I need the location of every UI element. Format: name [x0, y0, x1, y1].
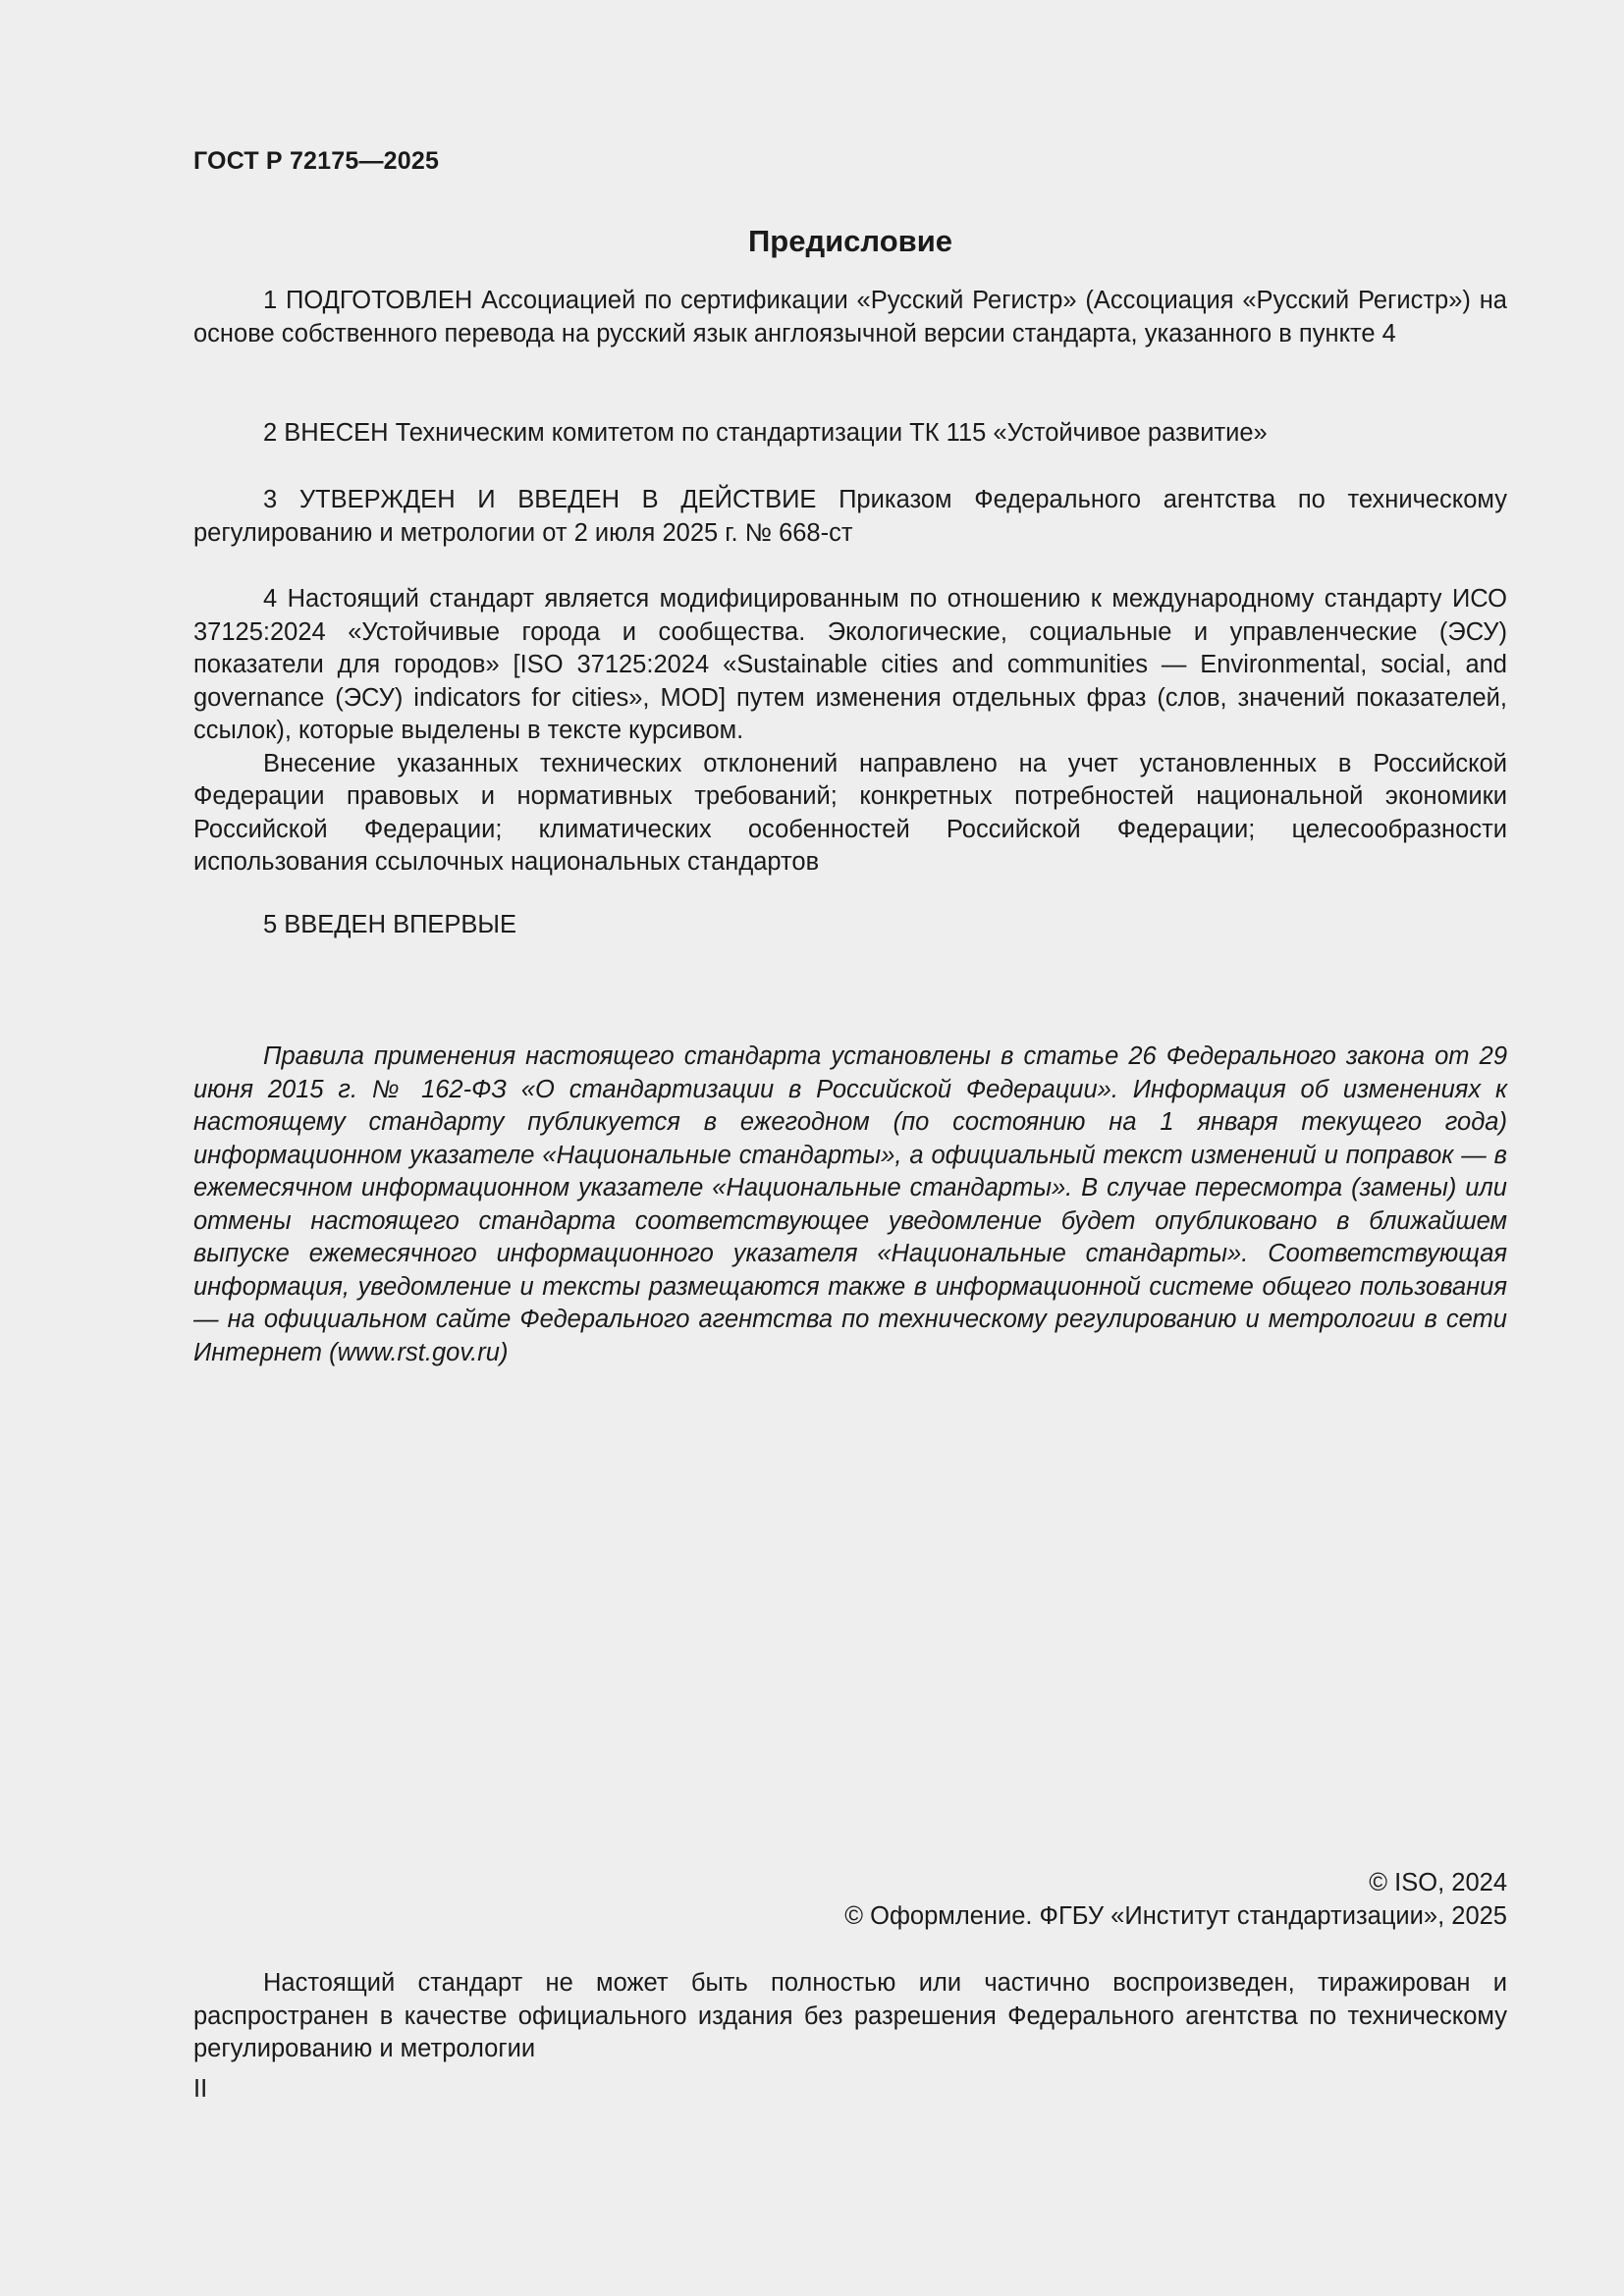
section-1	[193, 285, 1507, 350]
page-title: Предисловие	[747, 224, 952, 258]
section-2-text: 2 ВНЕСЕН Техническим комитетом по стандартизации ТК 115 «Устойчивое развитие»	[263, 419, 1268, 447]
section-3-text: 3 УТВЕРЖДЕН И ВВЕДЕН В ДЕЙСТВИЕ Приказом Федерального агентства по техническому регулированию и метрологии от 2 июля 2025 г. № 668-ст	[193, 486, 1507, 547]
section-2	[193, 417, 1507, 451]
copyright-iso: © ISO, 2024	[1369, 1869, 1507, 1896]
reproduction-notice-text: Настоящий стандарт не может быть полностью или частично воспроизведен, тиражирован и распространен в качестве официального издания без разрешения Федерального агентства по техническому регулированию и метрологии	[193, 1969, 1507, 2062]
page-number: II	[193, 2075, 208, 2103]
rules-notice-text: Правила применения настоящего стандарта установлены в статье 26 Федерального закона от 29 июня 2015 г. № 162-ФЗ «О стандартизации в Российской Федерации». Информация об изменениях к настоящему стандарту публикуется в ежегодном (по состоянию на 1 января текущего года) информационном указателе «Национальные стандарты», а официальный текст изменений и поправок — в ежемесячном информационном указателе «Национальные стандарты». В случае пересмотра (замены) или отмены настоящего стандарта соответствующее уведомление будет опубликовано в ближайшем выпуске ежемесячного информационного указателя «Национальные стандарты». Соответствующая информация, уведомление и тексты размещаются также в информационной системе общего пользования — на официальном сайте Федерального агентства по техническому регулированию и метрологии в сети Интернет (www.rst.gov.ru)	[193, 1042, 1507, 1366]
rules-notice	[193, 1041, 1507, 1369]
section-4-deviations-text: Внесение указанных технических отклонений направлено на учет установленных в Российской Федерации правовых и нормативных требований; конкретных потребностей национальной экономики Российской Федерации; климатических особенностей Российской Федерации; целесообразности использования ссылочных национальных стандартов	[193, 749, 1507, 876]
section-4-text: 4 Настоящий стандарт является модифицированным по отношению к международному стандарту ИСО 37125:2024 «Устойчивые города и сообщества. Экологические, социальные и управленческие (ЭСУ) показатели для городов» [ISO 37125:2024 «Sustainable cities and communities — Environmental, social, and governance (ЭСУ) indicators for cities», MOD] путем изменения отдельных фраз (слов, значений показателей, ссылок), которые выделены в тексте курсивом.	[193, 585, 1507, 744]
section-5-text: 5 ВВЕДЕН ВПЕРВЫЕ	[263, 911, 517, 938]
section-4	[193, 583, 1507, 880]
section-1-text: 1 ПОДГОТОВЛЕН Ассоциацией по сертификации «Русский Регистр» (Ассоциация «Русский Регистр») на основе собственного перевода на русский язык англоязычной версии стандарта, указанного в пункте 4	[193, 287, 1507, 347]
section-3	[193, 484, 1507, 550]
reproduction-notice	[193, 1967, 1507, 2066]
copyright-block	[193, 1867, 1507, 1933]
copyright-design: © Оформление. ФГБУ «Институт стандартизации», 2025	[844, 1901, 1507, 1930]
section-5	[193, 909, 1507, 942]
document-code: ГОСТ Р 72175—2025	[193, 147, 440, 175]
